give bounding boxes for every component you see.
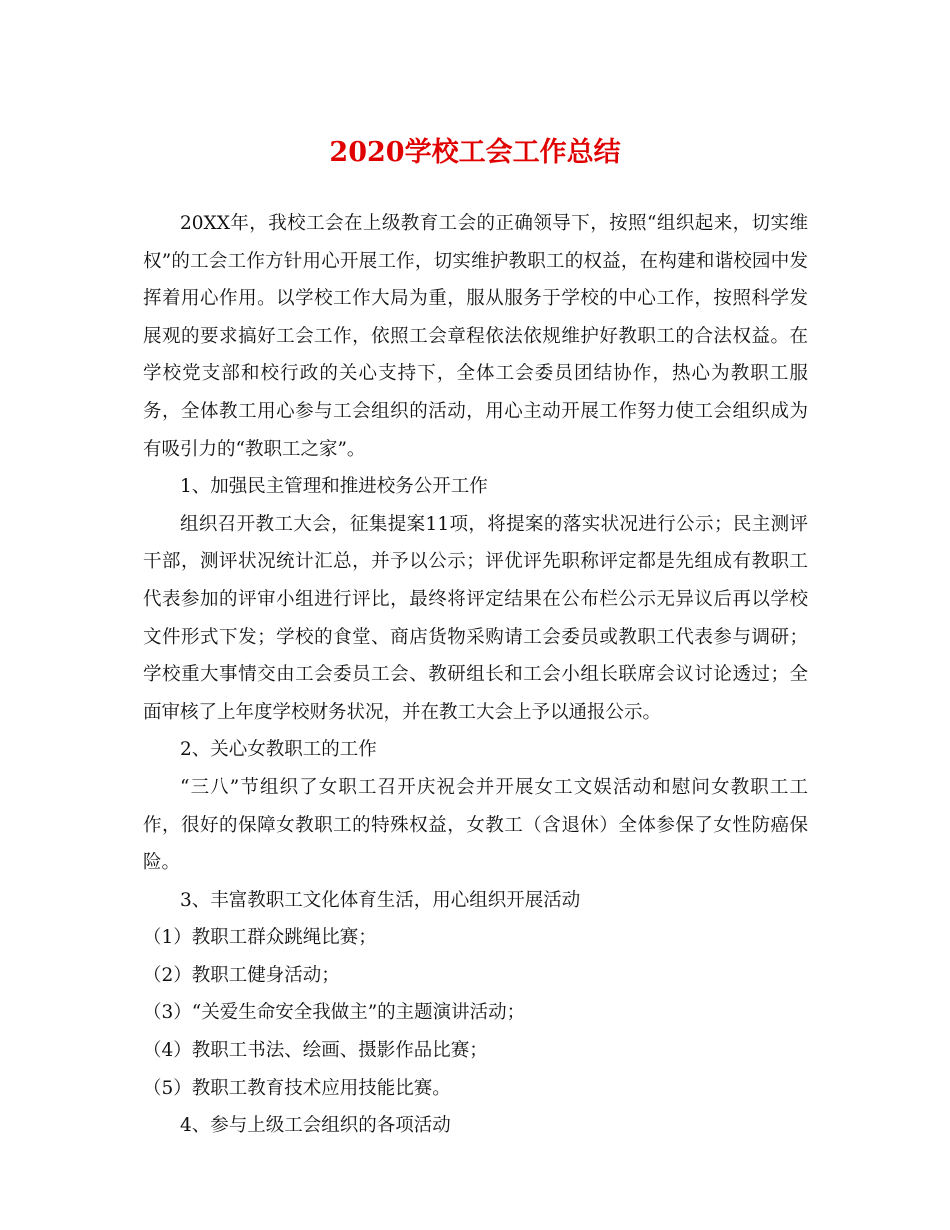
activity-item-2: （2）教职工健身活动； bbox=[143, 964, 340, 986]
activity-item-4: （4）教职工书法、绘画、摄影作品比赛； bbox=[143, 1040, 488, 1062]
intro-paragraph: 20XX年，我校工会在上级教育工会的正确领导下，按照“组织起来，切实维权”的工会工作方针用心开展工作，切实维护教职工的权益，在构建和谐校园中发挥着用心作用。以学校工作大局为重，服从服务于学校的中心工作，按照科学发展观的要求搞好工会工作，依照工会章程依法依规维护好教职工的合法权益。在学校党支部和校行政的关心支持下，全体工会委员团结协作，热心为教职工服务，全体教工用心参与工会组织的活动，用心主动开展工作努力使工会组织成为有吸引力的“教职工之家”。 bbox=[143, 213, 808, 460]
activity-item-5: （5）教职工教育技术应用技能比赛。 bbox=[143, 1077, 451, 1099]
section-heading-3: 3、丰富教职工文化体育生活，用心组织开展活动 bbox=[180, 889, 581, 911]
section-heading-1: 1、加强民主管理和推进校务公开工作 bbox=[180, 476, 488, 498]
section-paragraph-1: 组织召开教工大会，征集提案11项，将提案的落实状况进行公示；民主测评干部，测评状况统计汇总，并予以公示；评优评先职称评定都是先组成有教职工代表参加的评审小组进行评比，最终将评定结果在公布栏公示无异议后再以学校文件形式下发；学校的食堂、商店货物采购请工会委员或教职工代表参与调研；学校重大事情交由工会委员工会、教研组长和工会小组长联席会议讨论透过；全面审核了上年度学校财务状况，并在教工大会上予以通报公示。 bbox=[143, 513, 808, 723]
section-heading-2: 2、关心女教职工的工作 bbox=[180, 739, 377, 761]
section-paragraph-2: “三八”节组织了女职工召开庆祝会并开展女工文娱活动和慰问女教职工工作，很好的保障女教职工的特殊权益，女教工（含退休）全体参保了女性防癌保险。 bbox=[143, 776, 808, 874]
activity-item-3: （3）“关爱生命安全我做主”的主题演讲活动； bbox=[143, 1002, 526, 1024]
section-heading-4: 4、参与上级工会组织的各项活动 bbox=[180, 1115, 451, 1137]
activity-item-1: （1）教职工群众跳绳比赛； bbox=[143, 927, 377, 949]
document-title: 2020学校工会工作总结 bbox=[329, 137, 621, 168]
document-body bbox=[143, 205, 808, 1145]
